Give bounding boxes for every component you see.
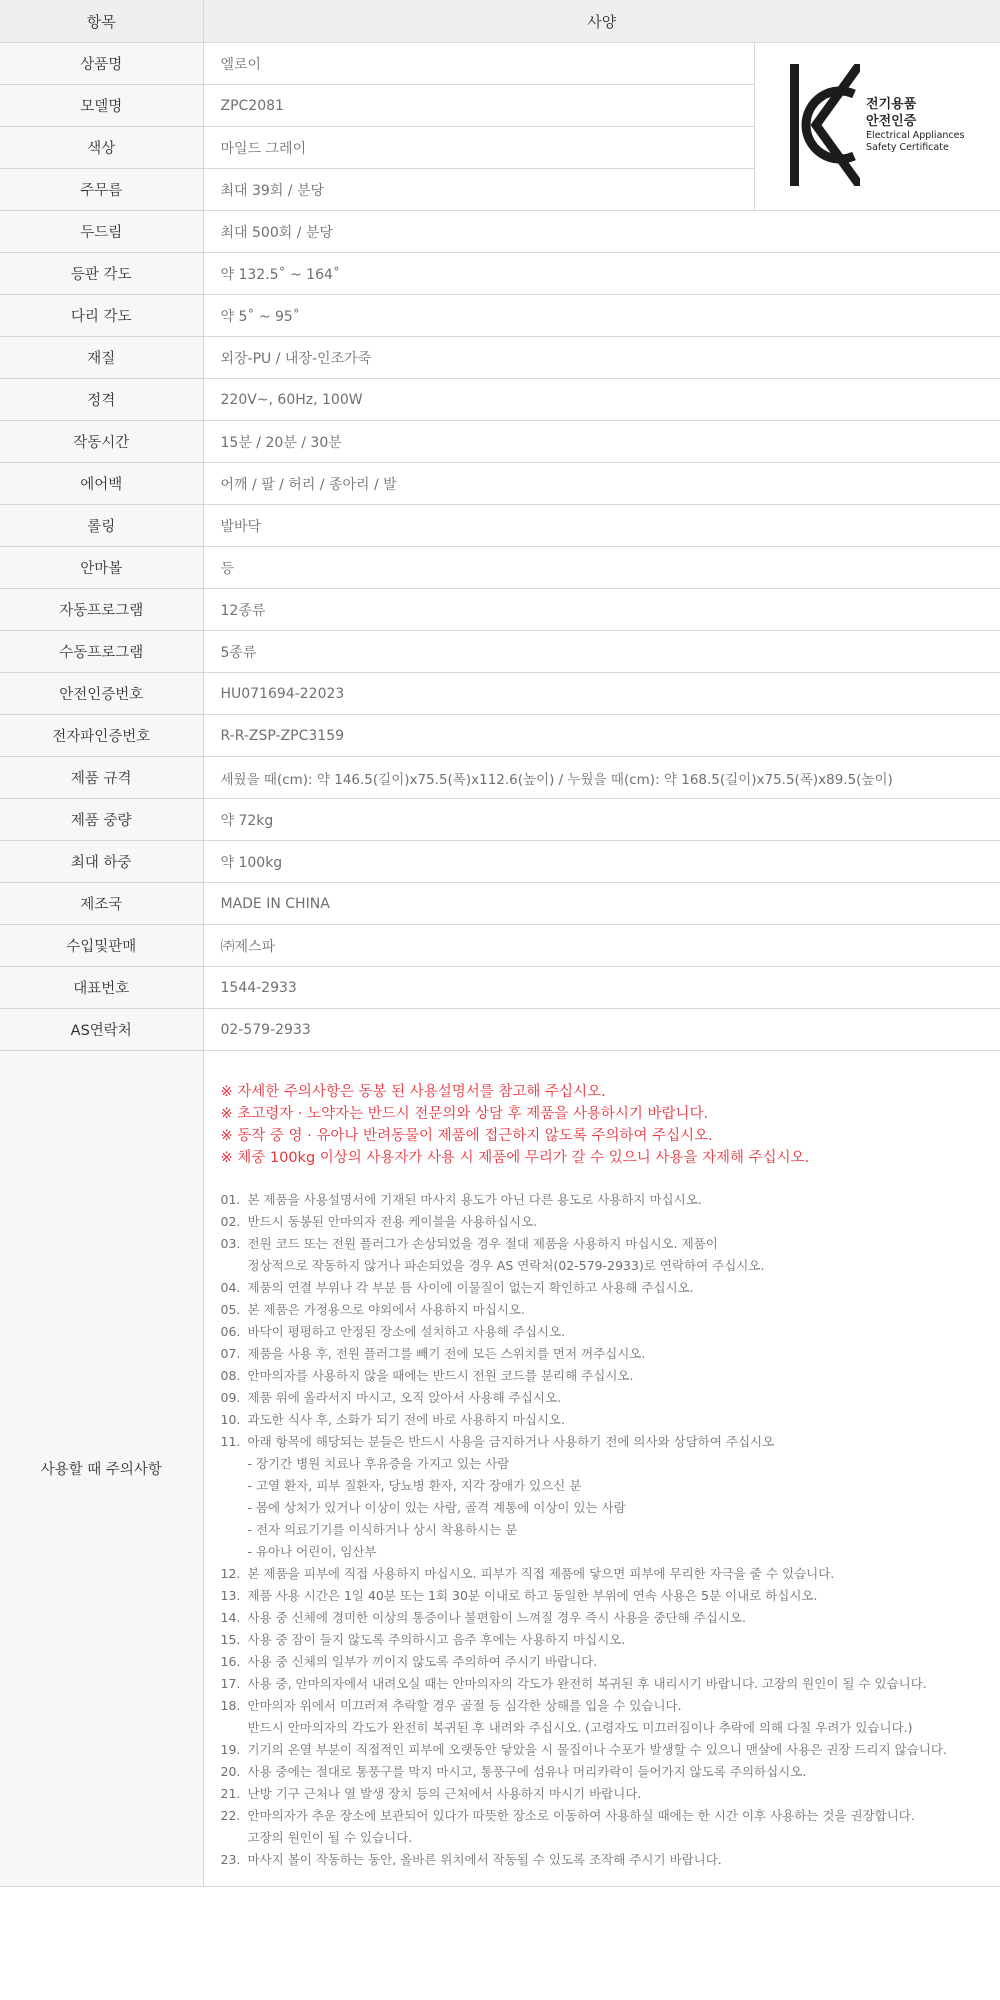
table-row (0, 421, 1000, 463)
row-label: 대표번호 (0, 967, 203, 1009)
row-label: 두드림 (0, 211, 203, 253)
caution-item: 06. 바닥이 평평하고 안정된 장소에 설치하고 사용해 주십시오. (220, 1324, 566, 1339)
caution-item: 07. 제품을 사용 후, 전원 플러그를 빼기 전에 모든 스위치를 먼저 꺼주십시오. (220, 1346, 646, 1361)
row-label: 정격 (0, 379, 203, 421)
caution-sub-item: - 장기간 병원 치료나 후유증을 가지고 있는 사람 (247, 1456, 510, 1471)
warning-line: ※ 자세한 주의사항은 동봉 된 사용설명서를 참고해 주십시오. (220, 1084, 606, 1100)
caution-item: 02. 반드시 동봉된 안마의자 전용 케이블을 사용하십시오. (220, 1214, 537, 1229)
row-value: 최대 500회 / 분당 (203, 211, 1000, 253)
row-label: 에어백 (0, 463, 203, 505)
notes-content (203, 1051, 1000, 1887)
row-label: 제품 중량 (0, 799, 203, 841)
row-label: 제품 규격 (0, 757, 203, 799)
table-row (0, 673, 1000, 715)
caution-sub-item: - 몸에 상처가 있거나 이상이 있는 사람, 골격 계통에 이상이 있는 사람 (247, 1500, 626, 1515)
caution-item: 19. 기기의 온열 부분이 직접적인 피부에 오랫동안 닿았을 시 물집이나 수포가 발생할 수 있으니 맨살에 사용은 권장 드리지 않습니다. (220, 1742, 947, 1757)
caution-item: 17. 사용 중, 안마의자에서 내려오실 때는 안마의자의 각도가 완전히 복귀된 후 내리시기 바랍니다. 고장의 원인이 될 수 있습니다. (220, 1676, 927, 1691)
table-row (0, 505, 1000, 547)
caution-item-continuation: 정상적으로 작동하지 않거나 파손되었을 경우 AS 연락처(02-579-2933)로 연락하여 주십시오. (247, 1258, 765, 1273)
caution-item: 03. 전원 코드 또는 전원 플러그가 손상되었을 경우 절대 제품을 사용하지 마십시오. 제품이 (220, 1236, 718, 1251)
table-row (0, 547, 1000, 589)
row-value: 5종류 (203, 631, 1000, 673)
caution-sub-item: - 고열 환자, 피부 질환자, 당뇨병 환자, 지각 장애가 있으신 분 (247, 1478, 582, 1493)
table-row (0, 43, 1000, 85)
caution-item: 15. 사용 중 잠이 들지 않도록 주의하시고 음주 후에는 사용하지 마십시오. (220, 1632, 626, 1647)
row-value: 약 72kg (203, 799, 1000, 841)
table-row (0, 841, 1000, 883)
row-label: AS연락처 (0, 1009, 203, 1051)
table-row (0, 883, 1000, 925)
warning-line: ※ 동작 중 영 · 유아나 반려동물이 제품에 접근하지 않도록 주의하여 주십시오. (220, 1128, 713, 1144)
header-label: 항목 (0, 0, 203, 43)
row-value: 외장-PU / 내장-인조가죽 (203, 337, 1000, 379)
table-row (0, 925, 1000, 967)
row-value: 15분 / 20분 / 30분 (203, 421, 1000, 463)
row-label: 안전인증번호 (0, 673, 203, 715)
caution-item: 20. 사용 중에는 절대로 통풍구를 막지 마시고, 통풍구에 섬유나 머리카락이 들어가지 않도록 주의하십시오. (220, 1764, 807, 1779)
caution-item: 04. 제품의 연결 부위나 각 부분 틈 사이에 이물질이 없는지 확인하고 사용해 주십시오. (220, 1280, 694, 1295)
row-value: R-R-ZSP-ZPC3159 (203, 715, 1000, 757)
caution-item: 16. 사용 중 신체의 일부가 끼이지 않도록 주의하여 주시기 바랍니다. (220, 1654, 598, 1669)
row-value: 약 132.5˚ ~ 164˚ (203, 253, 1000, 295)
row-value: 12종류 (203, 589, 1000, 631)
kc-cert-mark (754, 43, 1000, 211)
notes-row (0, 1051, 1000, 1887)
caution-item-continuation: 고장의 원인이 될 수 있습니다. (247, 1830, 413, 1845)
cert-en-line2: Safety Certificate (866, 141, 949, 153)
table-row (0, 379, 1000, 421)
caution-item: 18. 안마의자 위에서 미끄러져 추락할 경우 골절 등 심각한 상해를 입을 수 있습니다. (220, 1698, 682, 1713)
row-value: 약 100kg (203, 841, 1000, 883)
table-row (0, 253, 1000, 295)
table-row (0, 1009, 1000, 1051)
table-row (0, 631, 1000, 673)
row-value: 약 5˚ ~ 95˚ (203, 295, 1000, 337)
table-row (0, 757, 1000, 799)
row-value: 1544-2933 (203, 967, 1000, 1009)
row-label: 제조국 (0, 883, 203, 925)
row-value: 어깨 / 팔 / 허리 / 종아리 / 발 (203, 463, 1000, 505)
table-row (0, 589, 1000, 631)
row-label: 모델명 (0, 85, 203, 127)
caution-item: 10. 과도한 식사 후, 소화가 되기 전에 바로 사용하지 마십시오. (220, 1412, 565, 1427)
table-row (0, 463, 1000, 505)
caution-list (221, 1189, 1000, 1871)
row-value: ZPC2081 (203, 85, 754, 127)
cert-title-line1: 전기용품 (866, 96, 917, 112)
row-label: 재질 (0, 337, 203, 379)
row-label: 수입및판매 (0, 925, 203, 967)
row-label: 등판 각도 (0, 253, 203, 295)
caution-item: 13. 제품 사용 시간은 1일 40분 또는 1회 30분 이내로 하고 동일한 부위에 연속 사용은 5분 이내로 하십시오. (220, 1588, 818, 1603)
caution-item: 08. 안마의자를 사용하지 않을 때에는 반드시 전원 코드를 분리해 주십시오. (220, 1368, 634, 1383)
row-value: 등 (203, 547, 1000, 589)
table-row (0, 715, 1000, 757)
row-label: 상품명 (0, 43, 203, 85)
table-row (0, 295, 1000, 337)
header-value: 사양 (203, 0, 1000, 43)
table-row (0, 799, 1000, 841)
row-value: 마일드 그레이 (203, 127, 754, 169)
cert-title-line2: 안전인증 (866, 113, 917, 129)
cert-en-line1: Electrical Appliances (866, 129, 965, 141)
row-label: 작동시간 (0, 421, 203, 463)
caution-sub-item: - 전자 의료기기를 이식하거나 상시 착용하시는 분 (247, 1522, 518, 1537)
row-label: 롤링 (0, 505, 203, 547)
row-value: MADE IN CHINA (203, 883, 1000, 925)
row-value: ㈜제스파 (203, 925, 1000, 967)
row-value: 02-579-2933 (203, 1009, 1000, 1051)
notes-label: 사용할 때 주의사항 (0, 1051, 203, 1887)
row-label: 최대 하중 (0, 841, 203, 883)
caution-item: 01. 본 제품을 사용설명서에 기재된 마사지 용도가 아닌 다른 용도로 사용하지 마십시오. (220, 1192, 702, 1207)
caution-item: 05. 본 제품은 가정용으로 야외에서 사용하지 마십시오. (220, 1302, 525, 1317)
caution-item: 09. 제품 위에 올라서지 마시고, 오직 앉아서 사용해 주십시오. (220, 1390, 561, 1405)
table-row (0, 337, 1000, 379)
caution-item: 14. 사용 중 신체에 경미한 이상의 통증이나 불편함이 느껴질 경우 즉시 사용을 중단해 주십시오. (220, 1610, 746, 1625)
table-header (0, 0, 1000, 43)
row-value: HU071694-22023 (203, 673, 1000, 715)
row-label: 수동프로그램 (0, 631, 203, 673)
caution-sub-item: - 유아나 어린이, 임산부 (247, 1544, 377, 1559)
row-value: 최대 39회 / 분당 (203, 169, 754, 211)
row-label: 주무름 (0, 169, 203, 211)
row-value: 세웠을 때(cm): 약 146.5(길이)x75.5(폭)x112.6(높이) / 누웠을 때(cm): 약 168.5(길이)x75.5(폭)x89.5(높이) (203, 757, 1000, 799)
row-value: 발바닥 (203, 505, 1000, 547)
row-label: 자동프로그램 (0, 589, 203, 631)
row-value: 220V~, 60Hz, 100W (203, 379, 1000, 421)
kc-logo-icon (790, 64, 860, 186)
row-label: 색상 (0, 127, 203, 169)
caution-item: 12. 본 제품을 피부에 직접 사용하지 마십시오. 피부가 직접 제품에 닿으면 피부에 무리한 자극을 줄 수 있습니다. (220, 1566, 835, 1581)
caution-item-continuation: 반드시 안마의자의 각도가 완전히 복귀된 후 내려와 주십시오. (고령자도 미끄러짐이나 추락에 의해 다칠 우려가 있습니다.) (247, 1720, 913, 1735)
caution-item: 21. 난방 기구 근처나 열 발생 장치 등의 근처에서 사용하지 마시기 바랍니다. (220, 1786, 642, 1801)
row-value: 엘로이 (203, 43, 754, 85)
row-label: 안마볼 (0, 547, 203, 589)
caution-item: 11. 아래 항목에 해당되는 분들은 반드시 사용을 금지하거나 사용하기 전에 의사와 상담하여 주십시오 (220, 1434, 775, 1449)
row-label: 다리 각도 (0, 295, 203, 337)
warning-line: ※ 체중 100kg 이상의 사용자가 사용 시 제품에 무리가 갈 수 있으니 사용을 자제해 주십시오. (220, 1150, 810, 1166)
caution-item: 23. 마사지 볼이 작동하는 동안, 올바른 위치에서 작동될 수 있도록 조작해 주시기 바랍니다. (220, 1852, 722, 1867)
warning-line: ※ 초고령자 · 노약자는 반드시 전문의와 상담 후 제품을 사용하시기 바랍니다. (220, 1106, 709, 1122)
table-row (0, 211, 1000, 253)
caution-item: 22. 안마의자가 추운 장소에 보관되어 있다가 따뜻한 장소로 이동하여 사용하실 때에는 한 시간 이후 사용하는 것을 권장합니다. (220, 1808, 915, 1823)
table-row (0, 967, 1000, 1009)
row-label: 전자파인증번호 (0, 715, 203, 757)
